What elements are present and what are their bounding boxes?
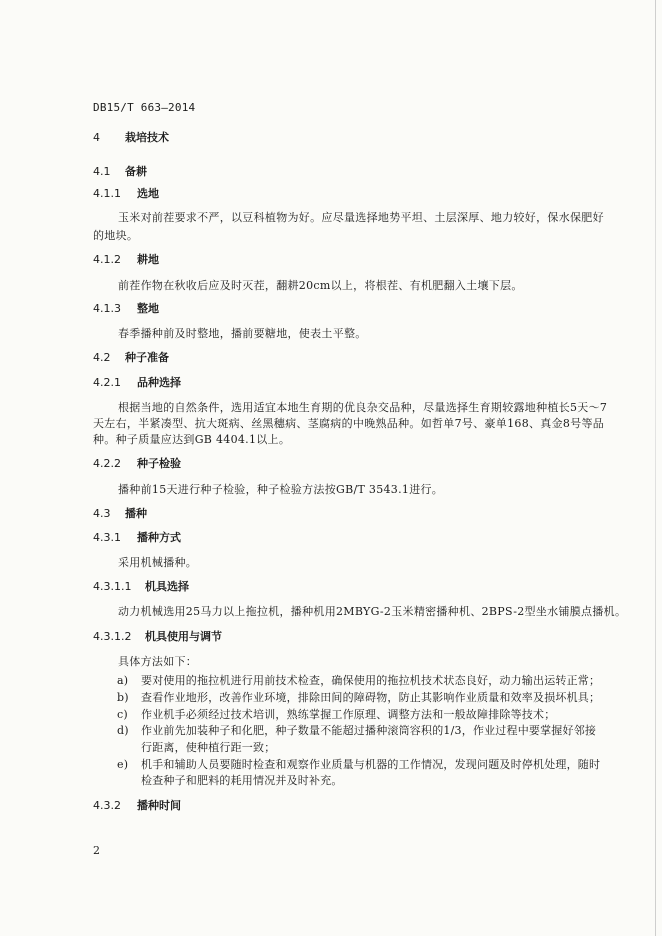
list-item: e) 机手和辅助人员要随时检查和观察作业质量与机器的工作情况，发现问题及时停机处理，随时 — [117, 758, 601, 771]
list-item: b) 查看作业地形，改善作业环境，排除田间的障碍物，防止其影响作业质量和效率及损坏机具； — [117, 691, 601, 704]
section-heading: 4.3.1.1 机具选择 — [93, 580, 189, 593]
section-heading: 4 栽培技术 — [93, 131, 169, 144]
list-item-continuation: 行距离，使种植行距一致； — [141, 741, 276, 754]
paragraph-line: 根据当地的自然条件，选用适宜本地生育期的优良杂交品种，尽量选择生育期较露地种植长5天～7 — [118, 401, 608, 414]
paragraph-line: 天左右，半紧凑型、抗大斑病、丝黑穗病、茎腐病的中晚熟品种。如哲单7号、豪单168、真金8号等品 — [93, 417, 605, 430]
section-heading: 4.3 播种 — [93, 507, 147, 520]
section-heading: 4.3.1.2 机具使用与调节 — [93, 630, 222, 643]
section-heading: 4.3.2 播种时间 — [93, 799, 181, 812]
section-heading: 4.1.1 选地 — [93, 187, 159, 200]
section-heading: 4.2.2 种子检验 — [93, 457, 181, 470]
section-heading: 4.3.1 播种方式 — [93, 531, 181, 544]
paragraph-line: 动力机械选用25马力以上拖拉机，播种机用2MBYG-2玉米精密播种机、2BPS-2型坐水铺膜点播机。 — [118, 605, 627, 618]
section-heading: 4.1.3 整地 — [93, 302, 159, 315]
paragraph-line: 的地块。 — [93, 229, 139, 242]
list-item-continuation: 检查种子和肥料的耗用情况并及时补充。 — [141, 774, 343, 787]
paragraph-line: 玉米对前茬要求不严，以豆科植物为好。应尽量选择地势平坦、土层深厚、地力较好，保水保肥好 — [118, 211, 604, 224]
doc-header-id: DB15/T 663—2014 — [93, 101, 196, 114]
section-heading: 4.2 种子准备 — [93, 351, 169, 364]
paragraph-line: 前茬作物在秋收后应及时灭茬，翻耕20cm以上，将根茬、有机肥翻入土壤下层。 — [118, 279, 523, 292]
scan-edge-line — [655, 0, 656, 936]
paragraph-line: 播种前15天进行种子检验，种子检验方法按GB/T 3543.1进行。 — [118, 483, 444, 496]
list-item: c) 作业机手必须经过技术培训，熟练掌握工作原理、调整方法和一般故障排除等技术； — [117, 708, 556, 721]
section-heading: 4.1.2 耕地 — [93, 253, 159, 266]
paragraph-line: 春季播种前及时整地，播前要糖地，使表土平整。 — [118, 327, 367, 340]
section-heading: 4.1 备耕 — [93, 165, 147, 178]
paragraph-line: 具体方法如下： — [118, 655, 198, 668]
page-number: 2 — [93, 844, 100, 857]
section-heading: 4.2.1 品种选择 — [93, 376, 181, 389]
list-item: a) 要对使用的拖拉机进行用前技术检查，确保使用的拖拉机技术状态良好，动力输出运转正常； — [117, 674, 601, 687]
paragraph-line: 采用机械播种。 — [118, 556, 198, 569]
paragraph-line: 种。种子质量应达到GB 4404.1以上。 — [93, 433, 291, 446]
list-item: d) 作业前先加装种子和化肥，种子数量不能超过播种滚筒容积的1/3，作业过程中要掌握好邻接 — [117, 724, 597, 737]
